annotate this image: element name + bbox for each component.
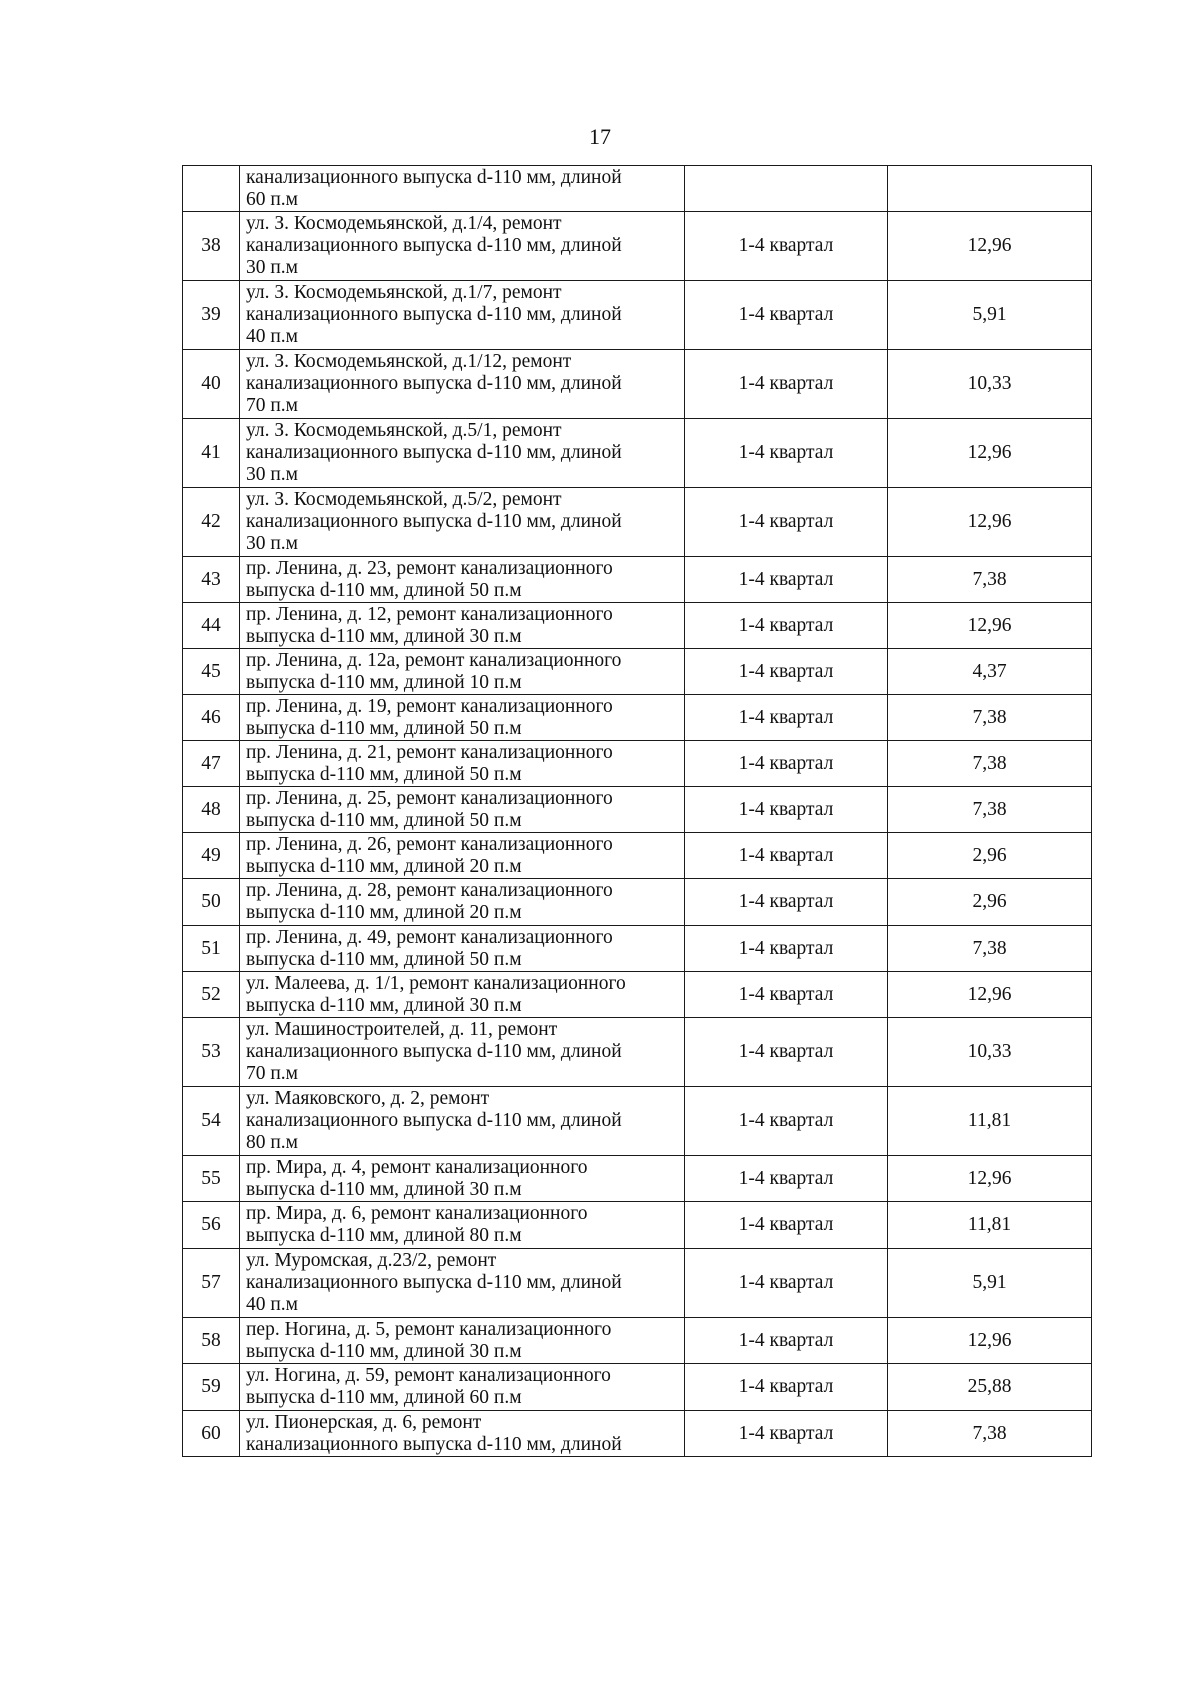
table-row: [183, 419, 1092, 488]
work-description: [240, 557, 685, 603]
description-line: выпуска d-110 мм, длиной 20 п.м: [246, 855, 522, 877]
description-line: ул. Маяковского, д. 2, ремонт: [246, 1088, 490, 1109]
work-description: [240, 1087, 685, 1156]
row-number: 41: [183, 419, 240, 488]
row-number: 57: [183, 1249, 240, 1318]
row-number: 60: [183, 1411, 240, 1457]
table-row: [183, 879, 1092, 926]
description-line: выпуска d-110 мм, длиной 30 п.м: [246, 1340, 522, 1362]
description-line: 70 п.м: [246, 1063, 299, 1084]
work-description: [240, 926, 685, 972]
description-line: канализационного выпуска d-110 мм, длиной: [246, 1433, 622, 1455]
description-line: пр. Ленина, д. 28, ремонт канализационного: [246, 880, 613, 901]
description-line: пер. Ногина, д. 5, ремонт канализационного: [246, 1318, 612, 1340]
work-period: 1-4 квартал: [685, 787, 888, 833]
work-cost: 10,33: [888, 350, 1092, 419]
work-cost: 12,96: [888, 603, 1092, 649]
description-line: пр. Мира, д. 6, ремонт канализационного: [246, 1203, 588, 1224]
row-number: 42: [183, 488, 240, 557]
description-line: 60 п.м: [246, 188, 299, 210]
table-row: [183, 166, 1092, 212]
description-line: пр. Ленина, д. 12, ремонт канализационного: [246, 603, 613, 625]
row-number: 40: [183, 350, 240, 419]
work-period: 1-4 квартал: [685, 879, 888, 926]
description-line: пр. Мира, д. 4, ремонт канализационного: [246, 1156, 588, 1178]
work-cost: 7,38: [888, 1411, 1092, 1457]
description-line: выпуска d-110 мм, длиной 30 п.м: [246, 625, 522, 647]
description-line: выпуска d-110 мм, длиной 50 п.м: [246, 948, 522, 970]
work-period: 1-4 квартал: [685, 557, 888, 603]
row-number: 43: [183, 557, 240, 603]
work-description: [240, 603, 685, 649]
row-number: 52: [183, 972, 240, 1018]
work-description: [240, 488, 685, 557]
work-description: [240, 833, 685, 879]
description-line: канализационного выпуска d-110 мм, длиной: [246, 304, 622, 325]
row-number: 48: [183, 787, 240, 833]
table-row: [183, 212, 1092, 281]
table-row: [183, 695, 1092, 741]
work-description: [240, 1318, 685, 1364]
row-number: 59: [183, 1364, 240, 1411]
work-cost: 4,37: [888, 649, 1092, 695]
work-period: 1-4 квартал: [685, 350, 888, 419]
work-period: 1-4 квартал: [685, 281, 888, 350]
work-cost: 11,81: [888, 1087, 1092, 1156]
work-cost: 12,96: [888, 972, 1092, 1018]
description-line: ул. З. Космодемьянской, д.5/2, ремонт: [246, 489, 562, 510]
work-cost: 7,38: [888, 557, 1092, 603]
work-cost: 7,38: [888, 741, 1092, 787]
row-number: 44: [183, 603, 240, 649]
work-description: [240, 787, 685, 833]
work-description: [240, 649, 685, 695]
description-line: пр. Ленина, д. 21, ремонт канализационного: [246, 741, 613, 763]
description-line: пр. Ленина, д. 23, ремонт канализационного: [246, 557, 613, 579]
row-number: 49: [183, 833, 240, 879]
work-description: [240, 1249, 685, 1318]
work-cost: 11,81: [888, 1202, 1092, 1249]
description-line: выпуска d-110 мм, длиной 50 п.м: [246, 809, 522, 831]
page-number: 17: [589, 124, 611, 149]
work-period: [685, 166, 888, 212]
description-line: пр. Ленина, д. 12а, ремонт канализационного: [246, 649, 622, 671]
description-line: канализационного выпуска d-110 мм, длиной: [246, 235, 622, 256]
description-line: пр. Ленина, д. 25, ремонт канализационного: [246, 787, 613, 809]
row-number: [183, 166, 240, 212]
work-description: [240, 419, 685, 488]
work-period: 1-4 квартал: [685, 1156, 888, 1202]
description-line: 40 п.м: [246, 1294, 299, 1315]
work-description: [240, 1202, 685, 1249]
table-row: [183, 741, 1092, 787]
description-line: 40 п.м: [246, 326, 299, 347]
work-period: 1-4 квартал: [685, 741, 888, 787]
work-cost: 25,88: [888, 1364, 1092, 1411]
table-row: [183, 350, 1092, 419]
work-cost: 7,38: [888, 926, 1092, 972]
work-description: [240, 879, 685, 926]
work-cost: 2,96: [888, 833, 1092, 879]
works-table-body: [183, 166, 1092, 1457]
work-period: 1-4 квартал: [685, 603, 888, 649]
row-number: 56: [183, 1202, 240, 1249]
description-line: ул. З. Космодемьянской, д.1/7, ремонт: [246, 282, 562, 303]
description-line: выпуска d-110 мм, длиной 60 п.м: [246, 1387, 522, 1408]
row-number: 58: [183, 1318, 240, 1364]
table-row: [183, 1364, 1092, 1411]
description-line: выпуска d-110 мм, длиной 10 п.м: [246, 671, 522, 693]
work-period: 1-4 квартал: [685, 972, 888, 1018]
description-line: ул. З. Космодемьянской, д.1/12, ремонт: [246, 351, 572, 372]
work-description: [240, 1364, 685, 1411]
work-cost: 12,96: [888, 488, 1092, 557]
row-number: 51: [183, 926, 240, 972]
description-line: выпуска d-110 мм, длиной 80 п.м: [246, 1225, 522, 1246]
work-cost: 5,91: [888, 281, 1092, 350]
work-period: 1-4 квартал: [685, 1202, 888, 1249]
row-number: 55: [183, 1156, 240, 1202]
row-number: 50: [183, 879, 240, 926]
work-description: [240, 972, 685, 1018]
row-number: 54: [183, 1087, 240, 1156]
work-cost: 10,33: [888, 1018, 1092, 1087]
description-line: выпуска d-110 мм, длиной 20 п.м: [246, 902, 522, 923]
description-line: 80 п.м: [246, 1132, 299, 1153]
work-period: 1-4 квартал: [685, 1318, 888, 1364]
description-line: канализационного выпуска d-110 мм, длиной: [246, 1041, 622, 1062]
row-number: 47: [183, 741, 240, 787]
table-row: [183, 603, 1092, 649]
work-cost: 2,96: [888, 879, 1092, 926]
row-number: 53: [183, 1018, 240, 1087]
table-row: [183, 1249, 1092, 1318]
table-row: [183, 1318, 1092, 1364]
work-description: [240, 281, 685, 350]
row-number: 39: [183, 281, 240, 350]
description-line: пр. Ленина, д. 26, ремонт канализационного: [246, 833, 613, 855]
description-line: ул. Малеева, д. 1/1, ремонт канализационного: [246, 972, 626, 994]
description-line: выпуска d-110 мм, длиной 30 п.м: [246, 1178, 522, 1200]
table-row: [183, 1202, 1092, 1249]
table-row: [183, 1087, 1092, 1156]
work-period: 1-4 квартал: [685, 419, 888, 488]
description-line: канализационного выпуска d-110 мм, длиной: [246, 511, 622, 532]
description-line: выпуска d-110 мм, длиной 50 п.м: [246, 579, 522, 601]
description-line: канализационного выпуска d-110 мм, длиной: [246, 166, 622, 188]
work-cost: 7,38: [888, 787, 1092, 833]
description-line: выпуска d-110 мм, длиной 50 п.м: [246, 763, 522, 785]
work-period: 1-4 квартал: [685, 1249, 888, 1318]
work-description: [240, 1411, 685, 1457]
works-table: [182, 165, 1092, 1457]
description-line: 30 п.м: [246, 533, 299, 554]
work-period: 1-4 квартал: [685, 1087, 888, 1156]
description-line: ул. З. Космодемьянской, д.1/4, ремонт: [246, 213, 562, 234]
table-row: [183, 787, 1092, 833]
description-line: 70 п.м: [246, 395, 299, 416]
work-cost: 12,96: [888, 419, 1092, 488]
description-line: ул. З. Космодемьянской, д.5/1, ремонт: [246, 420, 562, 441]
description-line: ул. Муромская, д.23/2, ремонт: [246, 1250, 497, 1271]
table-row: [183, 926, 1092, 972]
description-line: ул. Машиностроителей, д. 11, ремонт: [246, 1019, 558, 1040]
table-row: [183, 1018, 1092, 1087]
work-cost: 7,38: [888, 695, 1092, 741]
work-description: [240, 212, 685, 281]
work-cost: [888, 166, 1092, 212]
description-line: выпуска d-110 мм, длиной 30 п.м: [246, 994, 522, 1016]
work-period: 1-4 квартал: [685, 1364, 888, 1411]
description-line: выпуска d-110 мм, длиной 50 п.м: [246, 717, 522, 739]
row-number: 38: [183, 212, 240, 281]
work-period: 1-4 квартал: [685, 695, 888, 741]
description-line: канализационного выпуска d-110 мм, длиной: [246, 1272, 622, 1293]
work-description: [240, 695, 685, 741]
description-line: 30 п.м: [246, 464, 299, 485]
description-line: ул. Пионерская, д. 6, ремонт: [246, 1411, 482, 1433]
description-line: 30 п.м: [246, 257, 299, 278]
work-period: 1-4 квартал: [685, 926, 888, 972]
description-line: канализационного выпуска d-110 мм, длиной: [246, 373, 622, 394]
row-number: 45: [183, 649, 240, 695]
table-row: [183, 557, 1092, 603]
table-row: [183, 1411, 1092, 1457]
row-number: 46: [183, 695, 240, 741]
work-cost: 12,96: [888, 212, 1092, 281]
description-line: ул. Ногина, д. 59, ремонт канализационного: [246, 1365, 611, 1386]
work-cost: 12,96: [888, 1156, 1092, 1202]
work-period: 1-4 квартал: [685, 212, 888, 281]
description-line: канализационного выпуска d-110 мм, длиной: [246, 442, 622, 463]
work-description: [240, 166, 685, 212]
work-period: 1-4 квартал: [685, 649, 888, 695]
work-description: [240, 1156, 685, 1202]
description-line: пр. Ленина, д. 19, ремонт канализационного: [246, 695, 613, 717]
table-row: [183, 833, 1092, 879]
work-period: 1-4 квартал: [685, 1018, 888, 1087]
work-cost: 5,91: [888, 1249, 1092, 1318]
work-description: [240, 741, 685, 787]
table-row: [183, 488, 1092, 557]
table-row: [183, 281, 1092, 350]
work-period: 1-4 квартал: [685, 1411, 888, 1457]
description-line: пр. Ленина, д. 49, ремонт канализационного: [246, 926, 613, 948]
table-row: [183, 649, 1092, 695]
work-description: [240, 1018, 685, 1087]
table-row: [183, 1156, 1092, 1202]
work-cost: 12,96: [888, 1318, 1092, 1364]
description-line: канализационного выпуска d-110 мм, длиной: [246, 1110, 622, 1131]
table-row: [183, 972, 1092, 1018]
work-period: 1-4 квартал: [685, 833, 888, 879]
work-period: 1-4 квартал: [685, 488, 888, 557]
work-description: [240, 350, 685, 419]
